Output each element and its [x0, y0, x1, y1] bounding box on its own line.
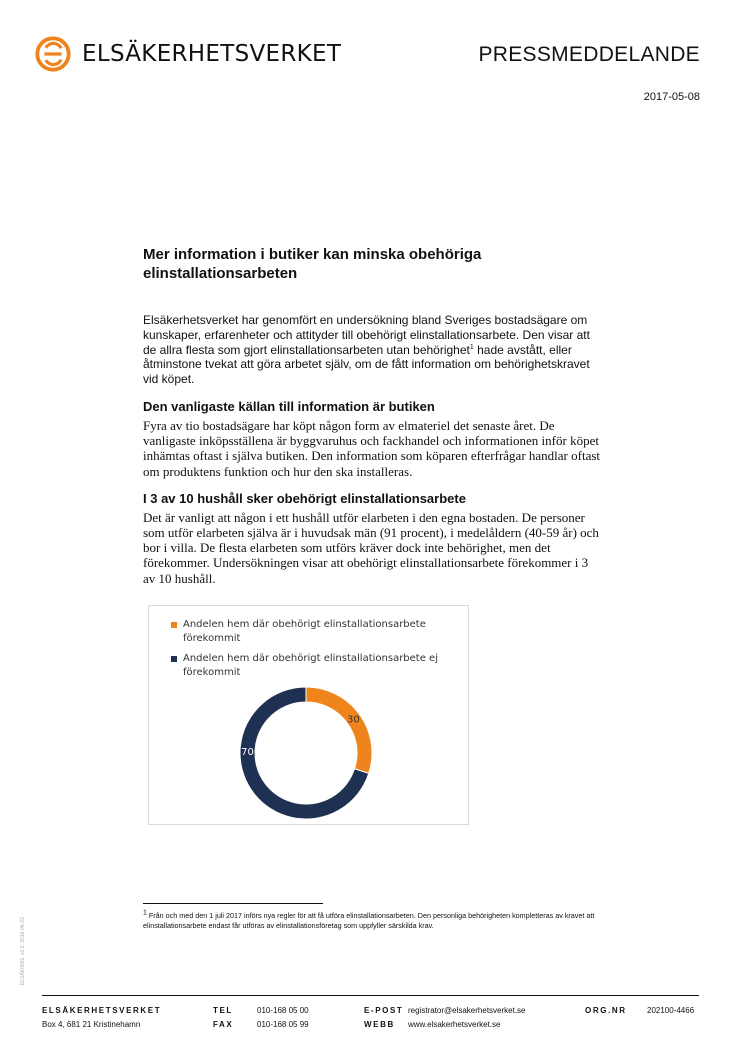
- footer-web-label: WEBB: [364, 1020, 395, 1029]
- footer-orgnr-label-wrap: [585, 1004, 627, 1018]
- brand-logo: [34, 35, 341, 73]
- section-body-1: Fyra av tio bostadsägare har köpt någon form av elmateriel det senaste året. De vanligaste inköpsställena är byggvaruhus och fackhandel och informationen inför köpet inhämtas oftast i själva butiken. Den information som köparen efterfrågar handlar oftast om produktens funktion och hur den ska installeras.: [143, 417, 601, 479]
- intro-text-continued: hade avstått, eller åtminstone tvekat att göra arbetet själv, om de fått information om behörighetskravet vid köpet.: [143, 342, 590, 387]
- footer-tel-label: TEL: [213, 1006, 233, 1015]
- legend-label-1: Andelen hem där obehörigt elinstallationsarbete förekommit: [183, 619, 426, 644]
- headline-line-2: elinstallationsarbeten: [143, 265, 298, 282]
- footnote-reference: 1: [469, 343, 474, 351]
- footer-orgnr: 202100-4466: [647, 1006, 695, 1015]
- footer-email-label: E-POST: [364, 1006, 404, 1015]
- footer-org-name: ELSÄKERHETSVERKET: [42, 1006, 162, 1015]
- document-date: 2017-05-08: [643, 91, 700, 103]
- footer-org: [42, 1004, 161, 1032]
- logo-text: ELSÄKERHETSVERKET: [82, 41, 342, 67]
- footer-phone-labels: [213, 1004, 233, 1032]
- footnote: [143, 911, 613, 931]
- data-label-2: 70: [241, 747, 254, 759]
- footer-tel: 010-168 05 00: [257, 1006, 309, 1015]
- data-label-1: 30: [346, 714, 360, 726]
- footnote-text: Från och med den 1 juli 2017 införs nya regler för att få utföra elinstallationsarbeten. Den personliga behörigheten kompletteras av kravet att elinstallationsarbete endast får utföras av elinstallationsföretag som uppfyller särskilda krav.: [143, 911, 595, 930]
- intro-paragraph: [143, 313, 601, 387]
- footer-contact-values: [408, 1004, 526, 1032]
- legend-label-2: Andelen hem där obehörigt elinstallationsarbete ej förekommit: [183, 653, 438, 678]
- footnote-divider: [143, 903, 323, 904]
- donut-plot: [149, 606, 470, 826]
- intro-text: Elsäkerhetsverket har genomfört en undersökning bland Sveriges bostadsägare om kunskaper, erfarenheter och attityder till obehörigt elinstallationsarbete. Den visar att de allra flesta som gjort elinstallationsarbeten utan behörighet: [143, 313, 590, 357]
- article: [143, 245, 601, 586]
- document-type: PRESSMEDDELANDE: [478, 43, 700, 66]
- section-body-2: Det är vanligt att någon i ett hushåll utför elarbeten i den egna bostaden. De personer som utför elarbeten själva är i huvudsak män (91 procent), i medelåldern (40-59 år) och bor i villa. De flesta elarbeten som utförs kräver dock inte behörighet, men det förekommer. Undersökningen visar att obehörigt elinstallationsarbete förekommer i 3 av 10 hushåll.: [143, 509, 599, 586]
- headline: [143, 245, 601, 283]
- footer-divider: [42, 995, 699, 996]
- footer-web[interactable]: www.elsakerhetsverket.se: [408, 1020, 501, 1029]
- footer-email[interactable]: registrator@elsakerhetsverket.se: [408, 1006, 526, 1015]
- footer-orgnr-wrap: [647, 1004, 694, 1018]
- footer-contact-labels: [364, 1004, 403, 1032]
- headline-line-1: Mer information i butiker kan minska obehöriga: [143, 246, 482, 263]
- footer-orgnr-label: ORG.NR: [585, 1006, 627, 1015]
- footer-fax: 010-168 05 99: [257, 1020, 309, 1029]
- elsakerhetsverket-logo-icon: [34, 35, 72, 73]
- slice-1: [306, 687, 372, 773]
- section-heading-2: I 3 av 10 hushåll sker obehörigt elinstallationsarbete: [143, 490, 466, 506]
- section-heading-1: Den vanligaste källan till information är butiken: [143, 398, 435, 414]
- footer-phone-values: [257, 1004, 309, 1032]
- document-code: ELSÄK0001, v2.0, 2016-09-23: [20, 917, 26, 985]
- footnote-marker: 1: [143, 909, 147, 917]
- footer-address: Box 4, 681 21 Kristinehamn: [42, 1020, 141, 1029]
- donut-chart: [148, 605, 469, 825]
- footer-fax-label: FAX: [213, 1020, 234, 1029]
